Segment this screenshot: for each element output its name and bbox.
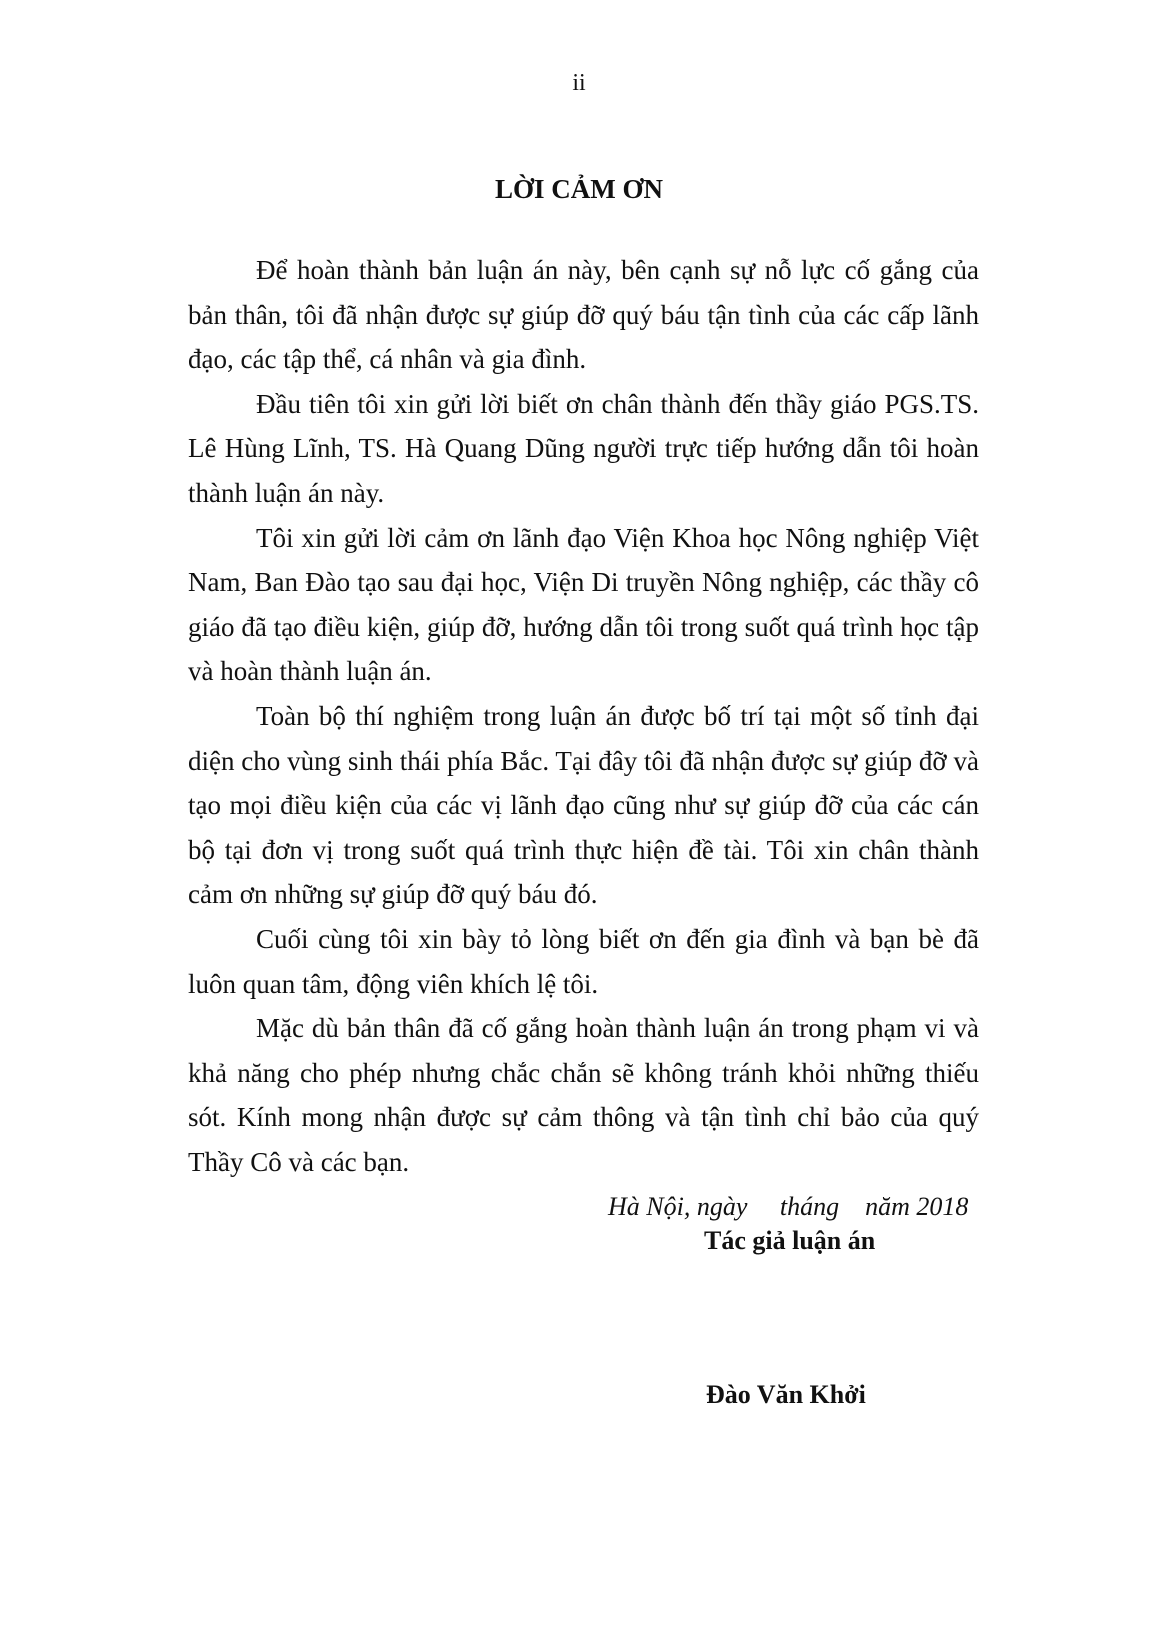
- paragraph-supervisors: Đầu tiên tôi xin gửi lời biết ơn chân thành đến thầy giáo PGS.TS. Lê Hùng Lĩnh, TS. Hà Quang Dũng người trực tiếp hướng dẫn tôi hoàn thành luận án này.: [188, 388, 979, 508]
- paragraph-closing: Mặc dù bản thân đã cố gắng hoàn thành luận án trong phạm vi và khả năng cho phép nhưng chắc chắn sẽ không tránh khỏi những thiếu sót. Kính mong nhận được sự cảm thông và tận tình chỉ bảo của quý Thầy Cô và các bạn.: [188, 1013, 979, 1177]
- signature-role: Tác giả luận án: [704, 1226, 876, 1255]
- paragraph-institutions: Tôi xin gửi lời cảm ơn lãnh đạo Viện Khoa học Nông nghiệp Việt Nam, Ban Đào tạo sau đại học, Viện Di truyền Nông nghiệp, các thầy cô giáo đã tạo điều kiện, giúp đỡ, hướng dẫn tôi trong suốt quá trình học tập và hoàn thành luận án.: [188, 522, 979, 687]
- paragraph-intro: Để hoàn thành bản luận án này, bên cạnh sự nỗ lực cố gắng của bản thân, tôi đã nhận được sự giúp đỡ quý báu tận tình của các cấp lãnh đạo, các tập thể, cá nhân và gia đình.: [188, 255, 979, 375]
- acknowledgement-body: [188, 248, 979, 1184]
- signature-date-line: Hà Nội, ngày tháng năm 2018: [608, 1192, 969, 1221]
- paragraph-family: Cuối cùng tôi xin bày tỏ lòng biết ơn đến gia đình và bạn bè đã luôn quan tâm, động viên khích lệ tôi.: [188, 923, 979, 999]
- signature-author-name: Đào Văn Khởi: [706, 1380, 866, 1409]
- page-title: LỜI CẢM ƠN: [495, 174, 663, 204]
- page-number: ii: [572, 70, 586, 96]
- paragraph-experiments: Toàn bộ thí nghiệm trong luận án được bố trí tại một số tỉnh đại diện cho vùng sinh thái phía Bắc. Tại đây tôi đã nhận được sự giúp đỡ và tạo mọi điều kiện của các vị lãnh đạo cũng như sự giúp đỡ của các cán bộ tại đơn vị trong suốt quá trình thực hiện đề tài. Tôi xin chân thành cảm ơn những sự giúp đỡ quý báu đó.: [188, 700, 979, 910]
